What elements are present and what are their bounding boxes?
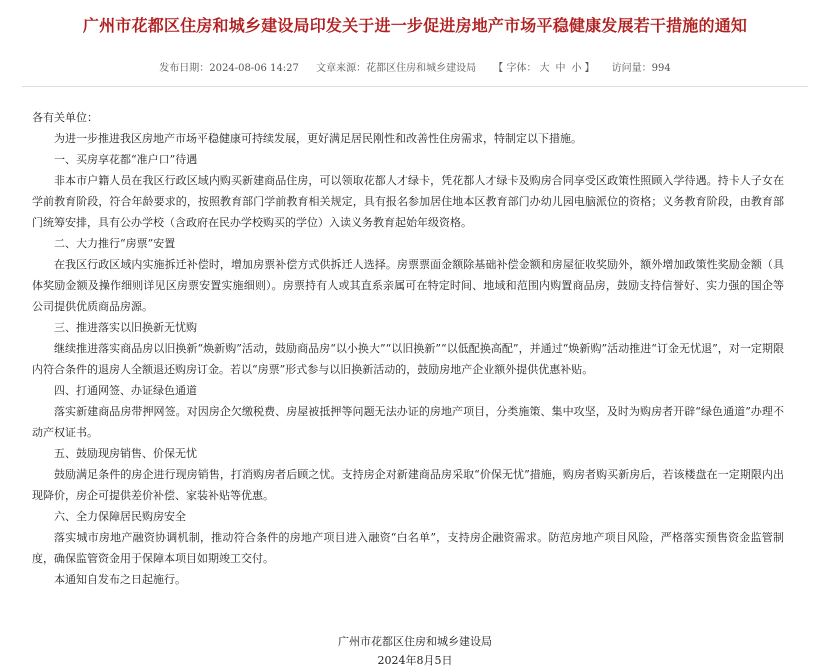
section-heading: 一、买房享花都“准户口”待遇 bbox=[54, 153, 198, 166]
font-size-large-button[interactable]: 大 bbox=[539, 63, 550, 74]
intro-paragraph: 为进一步推进我区房地产市场平稳健康可持续发展，更好满足居民刚性和改善性住房需求，特制定以下措施。 bbox=[54, 132, 582, 145]
signature-organization: 广州市花都区住房和城乡建设局 bbox=[338, 635, 492, 648]
section-heading: 五、鼓励现房销售、价保无忧 bbox=[54, 447, 197, 460]
font-size-close: 】 bbox=[584, 63, 595, 74]
section-heading: 三、推进落实以旧换新无忧购 bbox=[54, 321, 197, 334]
section-paragraph: 落实城市房地产融资协调机制，推动符合条件的房地产项目进入融资“白名单”，支持房企融资需求。防范房地产项目风险，严格落实预售资金监管制度，确保监管资金用于保障本项目如期竣工交付。 bbox=[32, 531, 784, 565]
font-size-label: 【 字体： bbox=[493, 63, 537, 74]
section-paragraph: 非本市户籍人员在我区行政区域内购买新建商品住房，可以领取花都人才绿卡，凭花都人才绿卡及购房合同享受区政策性照顾入学待遇。持卡人子女在学前教育阶段，符合年龄要求的，按照教育部门学前教育相关规定，具有报名参加居住地本区教育部门办幼儿园电脑派位的资格；义务教育阶段，由教育部门统筹安排，具有公办学校（含政府在民办学校购买的学位）入读义务教育起始年级资格。 bbox=[32, 174, 784, 229]
section-paragraph: 鼓励满足条件的房企进行现房销售，打消购房者后顾之忧。支持房企对新建商品房采取“价保无忧”措施，购房者购买新房后，若该楼盘在一定期限内出现降价，房企可提供差价补偿、家装补贴等优惠。 bbox=[32, 468, 784, 502]
font-size-medium-button[interactable]: 中 bbox=[555, 63, 566, 74]
header-divider bbox=[22, 86, 808, 87]
closing-paragraph: 本通知自发布之日起施行。 bbox=[54, 573, 186, 586]
article-source: 文章来源：花都区住房和城乡建设局 bbox=[316, 63, 477, 74]
visit-count: 访问量：994 bbox=[611, 63, 671, 74]
section-paragraph: 继续推进落实商品房以旧换新“焕新购”活动，鼓励商品房“以小换大”“以旧换新”“以低配换高配”，并通过“焕新购”活动推进“订金无忧退”，对一定期限内符合条件的退房人全额退还购房订金。若以“房票”形式参与以旧换新活动的，鼓励房地产企业额外提供优惠补贴。 bbox=[32, 342, 784, 376]
publish-date: 发布日期：2024-08-06 14:27 bbox=[159, 63, 299, 74]
signature-date: 2024年8月5日 bbox=[377, 654, 453, 667]
font-size-selector bbox=[493, 63, 594, 74]
article-body bbox=[32, 107, 784, 590]
salutation: 各有关单位： bbox=[32, 111, 98, 124]
section-paragraph: 在我区行政区域内实施拆迁补偿时，增加房票补偿方式供拆迁人选择。房票票面金额除基础补偿金额和房屋征收奖励外，额外增加政策性奖励金额（具体奖励金额及操作细则详见区房票安置实施细则）。房票持有人或其直系亲属可在特定时间、地域和范围内购置商品房，鼓励支持信誉好、实力强的国企等公司提供优质商品房源。 bbox=[32, 258, 784, 313]
article-title: 广州市花都区住房和城乡建设局印发关于进一步促进房地产市场平稳健康发展若干措施的通知 bbox=[82, 16, 748, 35]
article-meta bbox=[0, 59, 830, 74]
font-size-small-button[interactable]: 小 bbox=[571, 63, 582, 74]
section-heading: 六、全力保障居民购房安全 bbox=[54, 510, 186, 523]
section-heading: 二、大力推行“房票”安置 bbox=[54, 237, 176, 250]
section-paragraph: 落实新建商品房带押网签。对因房企欠缴税费、房屋被抵押等问题无法办证的房地产项目，分类施策、集中攻坚，及时为购房者开辟“绿色通道”办理不动产权证书。 bbox=[32, 405, 784, 439]
section-heading: 四、打通网签、办证绿色通道 bbox=[54, 384, 197, 397]
